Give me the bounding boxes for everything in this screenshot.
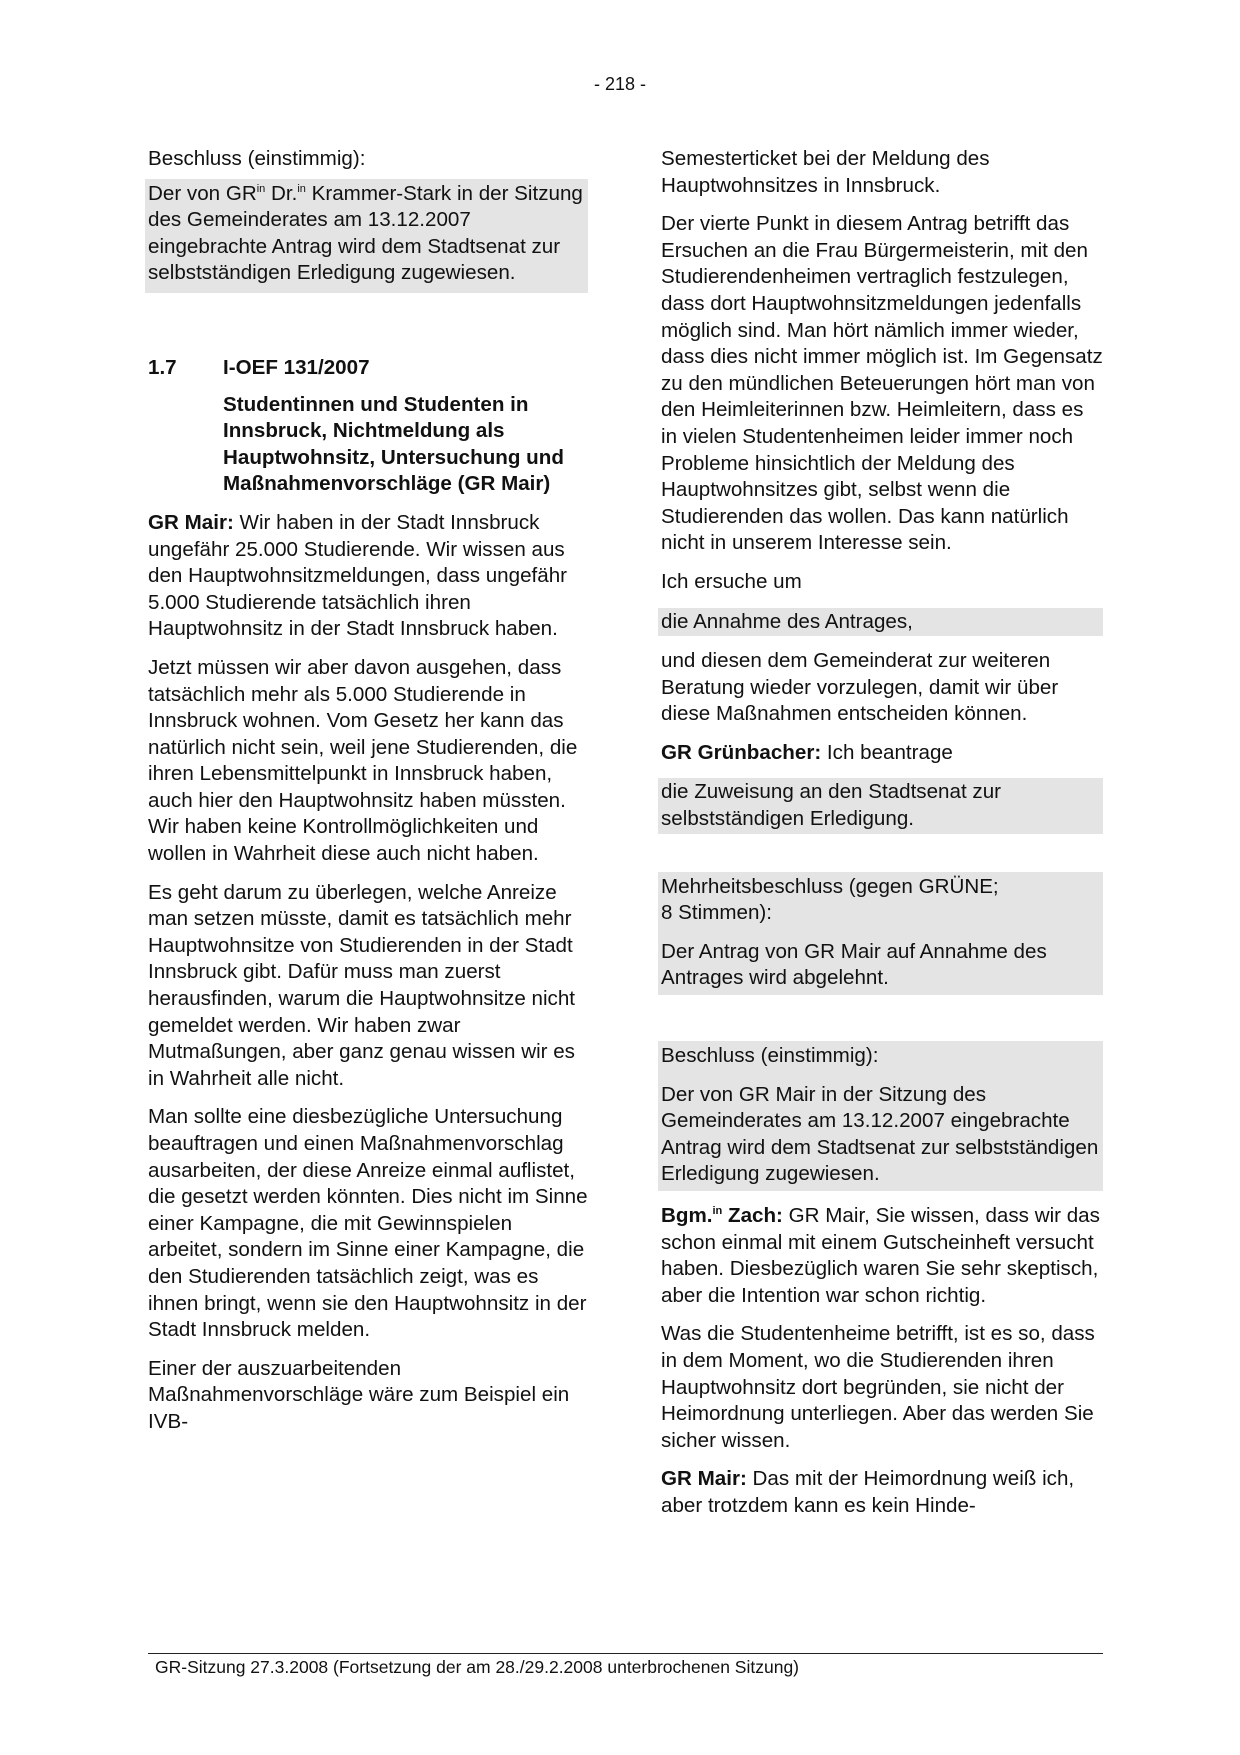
- beschluss-label: Beschluss (einstimmig):: [661, 1044, 879, 1068]
- footer-divider: [148, 1653, 1103, 1654]
- mehrheit-label: Mehrheitsbeschluss (gegen GRÜNE; 8 Stimmen):: [661, 874, 999, 925]
- right-column: [661, 146, 1103, 1532]
- paragraph: Ich ersuche um: [661, 569, 802, 593]
- page-number: - 218 -: [593, 74, 647, 94]
- highlighted-request: die Annahme des Antrages,: [658, 608, 1103, 637]
- paragraph: GR Grünbacher: Ich beantrage: [661, 740, 953, 764]
- paragraph: Semesterticket bei der Meldung des Hauptwohnsitzes in Innsbruck.: [661, 147, 990, 197]
- mehrheit-text: Der Antrag von GR Mair auf Annahme des Antrages wird abgelehnt.: [661, 939, 1047, 990]
- paragraph: GR Mair: Das mit der Heimordnung weiß ich, aber trotzdem kann es kein Hinde-: [661, 1467, 1075, 1517]
- speaker: GR Grünbacher:: [661, 740, 822, 764]
- section-code: I-OEF 131/2007: [223, 355, 370, 379]
- paragraph: Einer der auszuarbeitenden Maßnahmenvorschläge wäre zum Beispiel ein IVB-: [148, 1356, 570, 1433]
- paragraph: Man sollte eine diesbezügliche Untersuchung beauftragen und einen Maßnahmenvorschlag ausarbeiten, der diese Anreize einmal auflistet, die gesetzt werden könnten. Dies nicht im Sinne einer Kampagne, die mit Gewinnspielen arbeitet, sondern im Sinne einer Kampagne, die den Studierenden tatsächlich zeigt, was es ihnen bringt, wenn sie den Hauptwohnsitz in der Stadt Innsbruck melden.: [148, 1105, 588, 1342]
- beschluss-box: [145, 179, 588, 293]
- section-title: Studentinnen und Studenten in Innsbruck, Nichtmeldung als Hauptwohnsitz, Untersuchung und Maßnahmenvorschläge (GR Mair): [223, 392, 564, 496]
- beschluss-text: Der von GR Mair in der Sitzung des Gemeinderates am 13.12.2007 eingebrachte Antrag wird dem Stadtsenat zur selbstständigen Erledigung zugewiesen.: [661, 1082, 1099, 1186]
- footer: GR-Sitzung 27.3.2008 (Fortsetzung der am 28./29.2.2008 unterbrochenen Sitzung): [155, 1657, 800, 1677]
- paragraph: Was die Studentenheime betrifft, ist es so, dass in dem Moment, wo die Studierenden ihren Hauptwohnsitz dort begründen, sie nicht der Heimordnung unterliegen. Aber das werden Sie sicher wissen.: [661, 1322, 1095, 1452]
- beschluss-box: [658, 1041, 1103, 1191]
- paragraph: GR Mair: Wir haben in der Stadt Innsbruck ungefähr 25.000 Studierende. Wir wissen aus den Hauptwohnsitzmeldungen, dass ungefähr 5.000 Studierende tatsächlich ihren Hauptwohnsitz in der Stadt Innsbruck haben.: [148, 510, 568, 641]
- beschluss-text: Der von $GR^{in}$ Dr.$^{in}$ Krammer-Stark in der Sitzung des Gemeinderates am 13.12.2007 eingebrachte Antrag wird dem Stadtsenat zur selbstständigen Erledigung zugewiesen.: [148, 181, 583, 285]
- beschluss-label: Beschluss (einstimmig):: [148, 147, 366, 170]
- section-heading: [148, 355, 588, 382]
- speaker: GR Mair:: [148, 510, 234, 534]
- speaker: Bgm.$^{in}$ Zach:: [661, 1204, 783, 1227]
- section-number: 1.7: [148, 355, 177, 379]
- paragraph: Bgm.$^{in}$ Zach: GR Mair, Sie wissen, dass wir das schon einmal mit einem Gutscheinheft versucht haben. Diesbezüglich waren Sie sehr skeptisch, aber die Intention war schon richtig.: [661, 1204, 1100, 1307]
- paragraph: und diesen dem Gemeinderat zur weiteren Beratung wieder vorzulegen, damit wir über diese Maßnahmen entscheiden können.: [661, 649, 1059, 726]
- speaker: GR Mair:: [661, 1467, 747, 1491]
- mehrheit-box: [658, 872, 1103, 995]
- left-column: [148, 146, 588, 1448]
- paragraph: Der vierte Punkt in diesem Antrag betrifft das Ersuchen an die Frau Bürgermeisterin, mit den Studierendenheimen vertraglich festzulegen, dass dort Hauptwohnsitzmeldungen jedenfalls möglich sind. Man hört nämlich immer wieder, dass dies nicht immer möglich ist. Im Gegensatz zu den mündlichen Beteuerungen hört man von den Heimleiterinnen bzw. Heimleitern, dass es in vielen Studentenheimen leider immer noch Probleme hinsichtlich der Meldung des Hauptwohnsitzes gibt, selbst wenn die Studierenden das wollen. Das kann natürlich nicht in unserem Interesse sein.: [661, 212, 1103, 555]
- paragraph: Es geht darum zu überlegen, welche Anreize man setzen müsste, damit es tatsächlich mehr Hauptwohnsitze von Studierenden in der Stadt Innsbruck gibt. Dafür muss man zuerst herausfinden, warum die Hauptwohnsitze nicht gemeldet werden. Wir haben zwar Mutmaßungen, aber ganz genau wissen wir es in Wahrheit alle nicht.: [148, 880, 575, 1090]
- highlighted-request: die Zuweisung an den Stadtsenat zur selbstständigen Erledigung.: [658, 778, 1103, 833]
- paragraph: Jetzt müssen wir aber davon ausgehen, dass tatsächlich mehr als 5.000 Studierende in Innsbruck wohnen. Vom Gesetz her kann das natürlich nicht sein, weil jene Studierenden, die ihren Lebensmittelpunkt in Innsbruck haben, auch hier den Hauptwohnsitz haben müssten. Wir haben keine Kontrollmöglichkeiten und wollen in Wahrheit diese auch nicht haben.: [148, 655, 578, 866]
